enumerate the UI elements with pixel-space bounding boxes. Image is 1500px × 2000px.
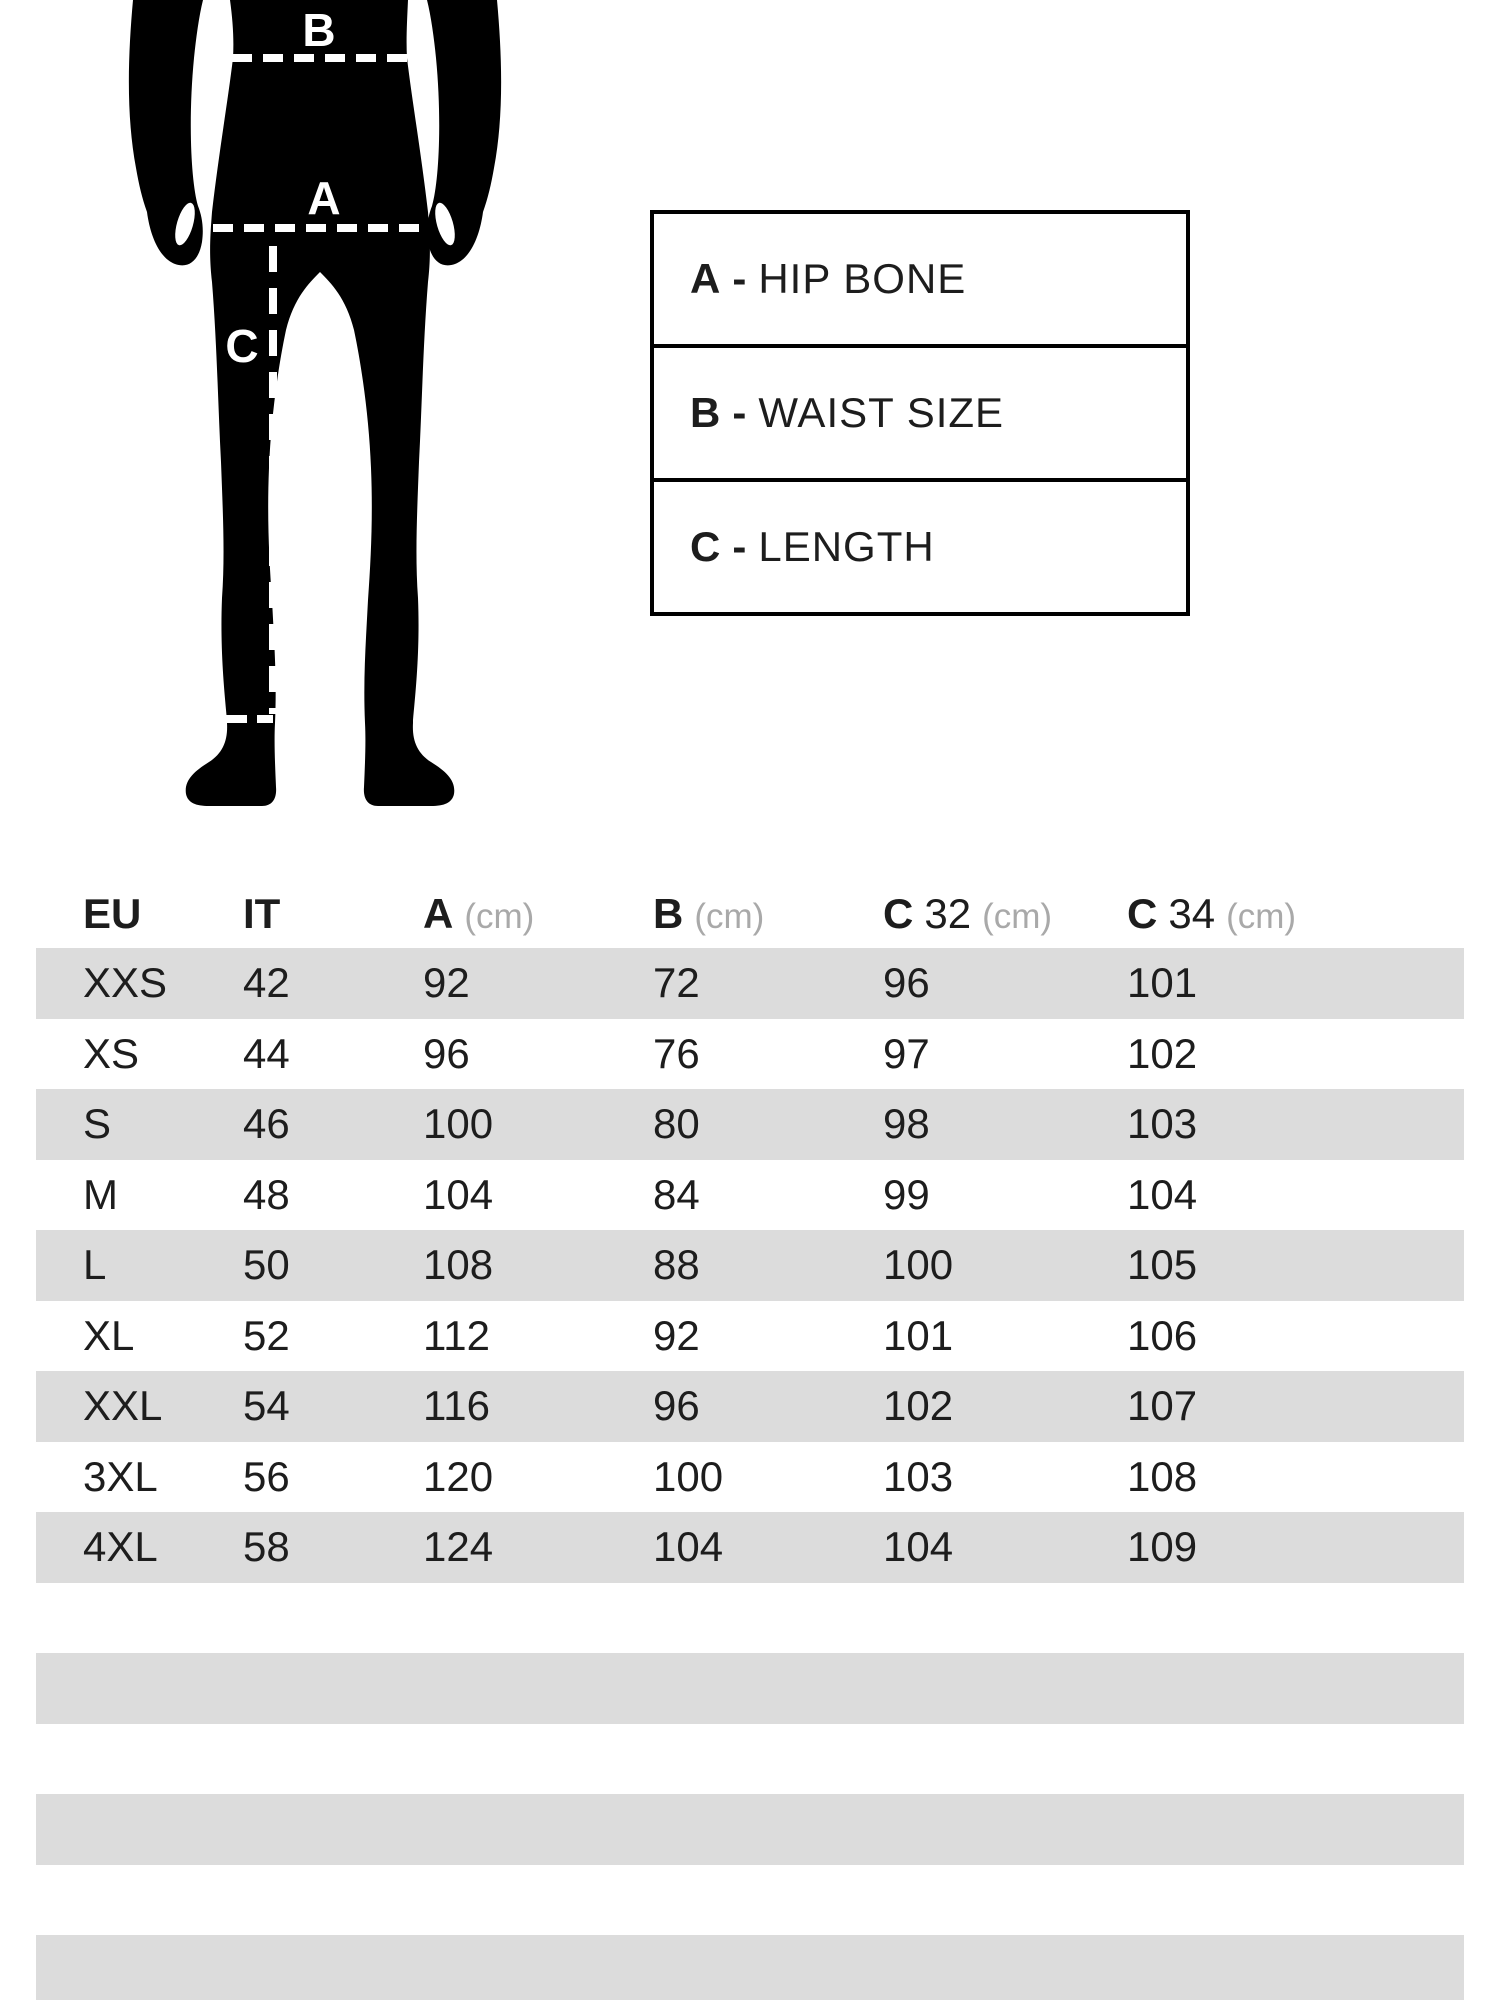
cell-it: 42 [243, 959, 290, 1007]
empty-row [36, 1724, 1464, 1795]
cell-c32: 96 [883, 959, 930, 1007]
legend-row-waist-size [650, 344, 1190, 482]
cell-b: 104 [653, 1523, 724, 1571]
table-row [36, 1230, 1464, 1301]
cell-b: 72 [653, 959, 700, 1007]
cell-it: 56 [243, 1452, 290, 1500]
figure-svg [115, 0, 515, 810]
empty-row [36, 1865, 1464, 1936]
column-label: EU [83, 890, 142, 937]
cell-b: 80 [653, 1100, 700, 1148]
cell-it: 46 [243, 1100, 290, 1148]
figure-label-b: B [302, 4, 336, 56]
cell-c34: 102 [1127, 1029, 1198, 1077]
column-label: B [653, 890, 684, 937]
column-label: IT [243, 890, 281, 937]
column-unit: (cm) [982, 897, 1053, 936]
cell-eu: L [83, 1241, 107, 1289]
table-row [36, 1442, 1464, 1513]
legend-row-hip-bone [650, 210, 1190, 348]
cell-c32: 97 [883, 1029, 930, 1077]
column-size: 32 [924, 890, 972, 937]
legend-separator: - [732, 255, 747, 302]
cell-a: 104 [423, 1170, 494, 1218]
cell-eu: XXS [83, 959, 168, 1007]
cell-b: 84 [653, 1170, 700, 1218]
cell-it: 44 [243, 1029, 290, 1077]
legend-key: A [690, 255, 721, 302]
legend-key: B [690, 389, 721, 436]
cell-c32: 102 [883, 1382, 954, 1430]
left-arm [129, 0, 203, 265]
cell-a: 108 [423, 1241, 494, 1289]
cell-eu: 4XL [83, 1523, 158, 1571]
column-header-a [423, 890, 653, 938]
table-row [36, 948, 1464, 1019]
column-header-b [653, 890, 883, 938]
legend-row-length [650, 478, 1190, 616]
cell-b: 76 [653, 1029, 700, 1077]
cell-it: 58 [243, 1523, 290, 1571]
cell-c32: 100 [883, 1241, 954, 1289]
legend-separator: - [732, 389, 747, 436]
cell-c34: 108 [1127, 1452, 1198, 1500]
cell-c34: 101 [1127, 959, 1198, 1007]
size-table-body [36, 948, 1464, 2000]
cell-eu: 3XL [83, 1452, 158, 1500]
cell-it: 48 [243, 1170, 290, 1218]
body-silhouette [186, 0, 455, 806]
column-label: C [1127, 890, 1158, 937]
cell-c32: 104 [883, 1523, 954, 1571]
cell-a: 92 [423, 959, 470, 1007]
cell-b: 100 [653, 1452, 724, 1500]
figure-label-a: A [307, 172, 341, 224]
empty-row [36, 1583, 1464, 1654]
cell-eu: M [83, 1170, 118, 1218]
cell-b: 92 [653, 1311, 700, 1359]
cell-c34: 105 [1127, 1241, 1198, 1289]
cell-eu: XL [83, 1311, 135, 1359]
cell-it: 54 [243, 1382, 290, 1430]
column-label: A [423, 890, 454, 937]
cell-a: 112 [423, 1311, 490, 1359]
table-row [36, 1089, 1464, 1160]
column-unit: (cm) [464, 897, 535, 936]
cell-c32: 103 [883, 1452, 954, 1500]
column-header-c32 [883, 890, 1127, 938]
empty-row [36, 1653, 1464, 1724]
cell-c34: 104 [1127, 1170, 1198, 1218]
column-unit: (cm) [1226, 897, 1297, 936]
cell-c32: 101 [883, 1311, 954, 1359]
cell-it: 52 [243, 1311, 290, 1359]
column-header-c34 [1127, 890, 1464, 938]
table-row [36, 1371, 1464, 1442]
column-header-it [243, 890, 423, 938]
table-row [36, 1019, 1464, 1090]
empty-row [36, 1935, 1464, 2000]
cell-c34: 107 [1127, 1382, 1198, 1430]
empty-row [36, 1794, 1464, 1865]
column-label: C [883, 890, 914, 937]
size-table-header [36, 880, 1464, 948]
cell-eu: XXL [83, 1382, 163, 1430]
legend-separator: - [732, 523, 747, 570]
cell-c34: 106 [1127, 1311, 1198, 1359]
cell-it: 50 [243, 1241, 290, 1289]
legend-label: WAIST SIZE [758, 389, 1005, 436]
cell-a: 124 [423, 1523, 494, 1571]
legend-label: HIP BONE [758, 255, 967, 302]
table-row [36, 1301, 1464, 1372]
legend-label: LENGTH [758, 523, 935, 570]
column-size: 34 [1168, 890, 1216, 937]
cell-c34: 109 [1127, 1523, 1198, 1571]
measurement-legend [650, 210, 1190, 616]
cell-b: 96 [653, 1382, 700, 1430]
column-header-eu [83, 890, 243, 938]
right-arm [427, 0, 501, 265]
column-unit: (cm) [694, 897, 765, 936]
table-row [36, 1160, 1464, 1231]
cell-a: 96 [423, 1029, 470, 1077]
body-measurement-figure [115, 0, 515, 810]
cell-c34: 103 [1127, 1100, 1198, 1148]
cell-eu: XS [83, 1029, 140, 1077]
cell-eu: S [83, 1100, 112, 1148]
figure-label-c: C [225, 320, 259, 372]
table-row [36, 1512, 1464, 1583]
cell-a: 120 [423, 1452, 494, 1500]
cell-a: 100 [423, 1100, 494, 1148]
legend-key: C [690, 523, 721, 570]
cell-c32: 98 [883, 1100, 930, 1148]
cell-c32: 99 [883, 1170, 930, 1218]
cell-b: 88 [653, 1241, 700, 1289]
cell-a: 116 [423, 1382, 490, 1430]
